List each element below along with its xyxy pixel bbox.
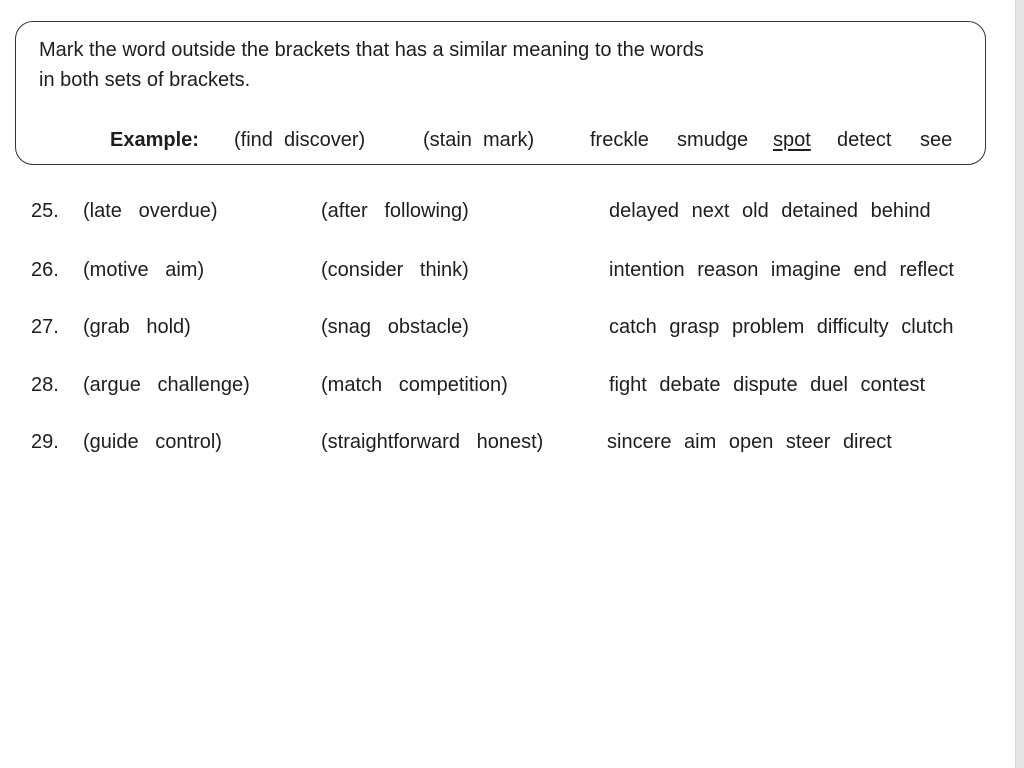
- answer-option[interactable]: fight: [609, 374, 647, 396]
- question-number: 26.: [31, 259, 59, 281]
- question-options: [609, 314, 954, 340]
- answer-option[interactable]: behind: [870, 200, 931, 222]
- answer-option[interactable]: imagine: [770, 259, 841, 281]
- answer-option[interactable]: duel: [810, 374, 848, 396]
- answer-option[interactable]: direct: [842, 431, 892, 453]
- example-option: detect: [837, 129, 892, 151]
- answer-option[interactable]: aim: [684, 431, 717, 453]
- question-bracket-1: (grab hold): [83, 316, 191, 338]
- answer-option[interactable]: open: [728, 431, 774, 453]
- question-bracket-2: (snag obstacle): [321, 316, 469, 338]
- question-bracket-2: (straightforward honest): [321, 431, 544, 453]
- answer-option[interactable]: intention: [609, 259, 685, 281]
- example-option: freckle: [590, 129, 649, 151]
- question-number: 29.: [31, 431, 59, 453]
- question-options: [609, 198, 931, 224]
- answer-option[interactable]: sincere: [607, 431, 672, 453]
- question-row: [0, 257, 1016, 285]
- question-bracket-1: (late overdue): [83, 200, 218, 222]
- answer-option[interactable]: old: [742, 200, 769, 222]
- answer-option[interactable]: reason: [697, 259, 759, 281]
- answer-option[interactable]: reflect: [899, 259, 954, 281]
- answer-option[interactable]: problem: [731, 316, 805, 338]
- page-edge: [1015, 0, 1024, 768]
- question-row: [0, 314, 1016, 342]
- question-row: [0, 198, 1016, 226]
- example-row: [16, 128, 985, 154]
- question-row: [0, 429, 1016, 457]
- answer-option[interactable]: delayed: [609, 200, 680, 222]
- answer-option[interactable]: debate: [659, 374, 721, 396]
- question-bracket-2: (match competition): [321, 374, 508, 396]
- example-option: smudge: [677, 129, 749, 151]
- answer-option[interactable]: detained: [781, 200, 859, 222]
- question-bracket-2: (consider think): [321, 259, 469, 281]
- answer-option[interactable]: difficulty: [816, 316, 889, 338]
- instruction-line-1: Mark the word outside the brackets that has a similar meaning to the words: [39, 39, 704, 61]
- answer-option[interactable]: next: [691, 200, 730, 222]
- question-options: [607, 429, 892, 455]
- question-bracket-1: (argue challenge): [83, 374, 250, 396]
- question-number: 25.: [31, 200, 59, 222]
- question-bracket-1: (motive aim): [83, 259, 205, 281]
- example-label: Example:: [110, 129, 199, 151]
- answer-option[interactable]: catch: [609, 316, 657, 338]
- instruction-line-2: in both sets of brackets.: [39, 69, 251, 91]
- example-option-answer: spot: [773, 129, 811, 151]
- question-row: [0, 372, 1016, 400]
- answer-option[interactable]: contest: [860, 374, 926, 396]
- answer-option[interactable]: grasp: [669, 316, 720, 338]
- question-options: [609, 372, 925, 398]
- question-bracket-2: (after following): [321, 200, 469, 222]
- example-bracket-1: (find discover): [234, 129, 366, 151]
- example-option: see: [920, 129, 953, 151]
- question-number: 28.: [31, 374, 59, 396]
- answer-option[interactable]: end: [853, 259, 887, 281]
- answer-option[interactable]: clutch: [901, 316, 954, 338]
- question-number: 27.: [31, 316, 59, 338]
- answer-option[interactable]: steer: [785, 431, 831, 453]
- answer-option[interactable]: dispute: [733, 374, 798, 396]
- question-options: [609, 257, 954, 283]
- instruction-box: [15, 21, 986, 165]
- example-bracket-2: (stain mark): [423, 129, 535, 151]
- question-bracket-1: (guide control): [83, 431, 222, 453]
